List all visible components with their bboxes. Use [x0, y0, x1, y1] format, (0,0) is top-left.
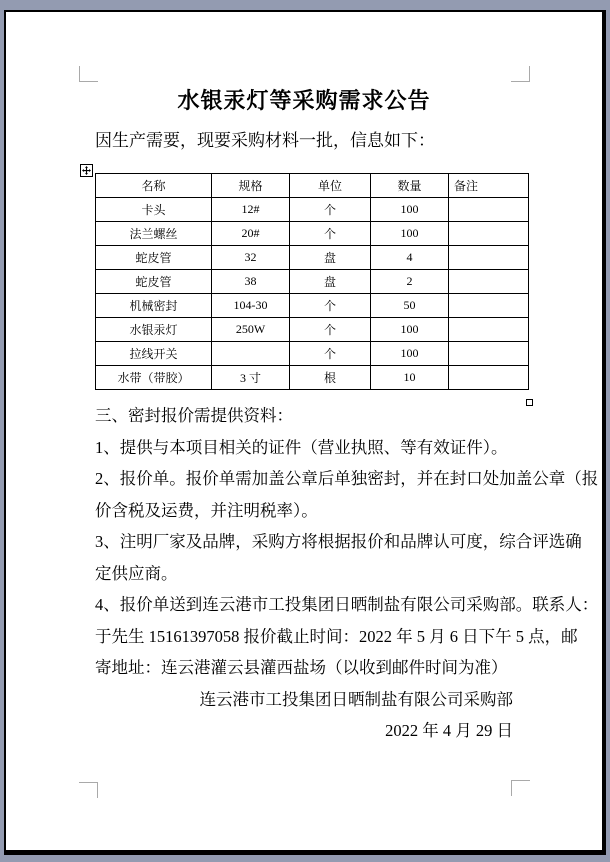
- signature-line: 连云港市工投集团日晒制盐有限公司采购部: [199, 689, 513, 709]
- procurement-table: [95, 173, 529, 390]
- table-row: [96, 294, 529, 318]
- table-row: [96, 366, 529, 390]
- body-line: 价含税及运费，并注明税率）。: [95, 500, 318, 520]
- document-page: [4, 10, 606, 855]
- margin-mark-top-right-icon: [511, 66, 530, 82]
- table-cell: 2: [371, 270, 449, 294]
- table-cell: 蛇皮管: [96, 246, 212, 270]
- table-cell: 根: [290, 366, 371, 390]
- table-cell: 12#: [212, 198, 290, 222]
- table-row: [96, 246, 529, 270]
- column-header: 规格: [212, 174, 290, 198]
- table-cell: 盘: [290, 270, 371, 294]
- table-cell: 拉线开关: [96, 342, 212, 366]
- table-cell: 4: [371, 246, 449, 270]
- body-line: 2、报价单。报价单需加盖公章后单独密封，并在封口处加盖公章（报: [95, 469, 599, 488]
- table-cell: 100: [371, 342, 449, 366]
- table-cell: [449, 342, 529, 366]
- margin-mark-top-left-icon: [79, 66, 98, 82]
- margin-mark-bottom-right-icon: [511, 780, 530, 796]
- table-cell: 10: [371, 366, 449, 390]
- body-line: 4、报价单送到连云港市工投集团日晒制盐有限公司采购部。联系人：: [95, 595, 599, 614]
- body-line: 于先生 15161397058 报价截止时间：2022 年 5 月 6 日下午 5 点，邮: [95, 626, 578, 646]
- table-cell: 100: [371, 222, 449, 246]
- body-line: 寄地址：连云港灌云县灌西盐场（以收到邮件时间为准）: [95, 658, 508, 677]
- table-cell: 机械密封: [96, 294, 212, 318]
- table-row: [96, 342, 529, 366]
- body-line: 定供应商。: [95, 563, 178, 583]
- table-row: [96, 198, 529, 222]
- table-cell: 32: [212, 246, 290, 270]
- table-cell: 50: [371, 294, 449, 318]
- column-header: 备注: [449, 174, 529, 198]
- table-cell: [449, 246, 529, 270]
- table-cell: 法兰螺丝: [96, 222, 212, 246]
- table-header-row: [96, 174, 529, 198]
- document-title: 水银汞灯等采购需求公告: [177, 88, 431, 113]
- intro-paragraph: 因生产需要，现要采购材料一批，信息如下：: [95, 131, 435, 150]
- body-line: 三、密封报价需提供资料：: [95, 406, 293, 425]
- column-header: 数量: [371, 174, 449, 198]
- table-row: [96, 222, 529, 246]
- body-text: [95, 400, 599, 747]
- table-cell: [212, 342, 290, 366]
- table-cell: 100: [371, 198, 449, 222]
- table-cell: [449, 222, 529, 246]
- table-cell: 水银汞灯: [96, 318, 212, 342]
- date-line: 2022 年 4 月 29 日: [385, 721, 513, 740]
- table-cell: 卡头: [96, 198, 212, 222]
- table-cell: 个: [290, 318, 371, 342]
- table-cell: 个: [290, 198, 371, 222]
- table-row: [96, 318, 529, 342]
- body-line: 1、提供与本项目相关的证件（营业执照、等有效证件）。: [95, 437, 508, 457]
- table-cell: 250W: [212, 318, 290, 342]
- table-cell: 水带（带胶）: [96, 366, 212, 390]
- table-cell: [449, 366, 529, 390]
- table-cell: 个: [290, 342, 371, 366]
- table-cell: 个: [290, 294, 371, 318]
- table-cell: 蛇皮管: [96, 270, 212, 294]
- table-cell: 38: [212, 270, 290, 294]
- table-cell: [449, 318, 529, 342]
- table-cell: 100: [371, 318, 449, 342]
- table-cell: [449, 198, 529, 222]
- table-cell: 个: [290, 222, 371, 246]
- column-header: 单位: [290, 174, 371, 198]
- margin-mark-bottom-left-icon: [79, 782, 98, 798]
- table-cell: [449, 294, 529, 318]
- table-cell: [449, 270, 529, 294]
- column-header: 名称: [96, 174, 212, 198]
- table-cell: 3 寸: [212, 366, 290, 390]
- body-line: 3、注明厂家及品牌，采购方将根据报价和品牌认可度，综合评选确: [95, 532, 582, 551]
- table-move-handle[interactable]: [80, 164, 93, 177]
- table-row: [96, 270, 529, 294]
- table-cell: 104-30: [212, 294, 290, 318]
- table-cell: 盘: [290, 246, 371, 270]
- move-arrows-icon: [82, 166, 91, 175]
- table-cell: 20#: [212, 222, 290, 246]
